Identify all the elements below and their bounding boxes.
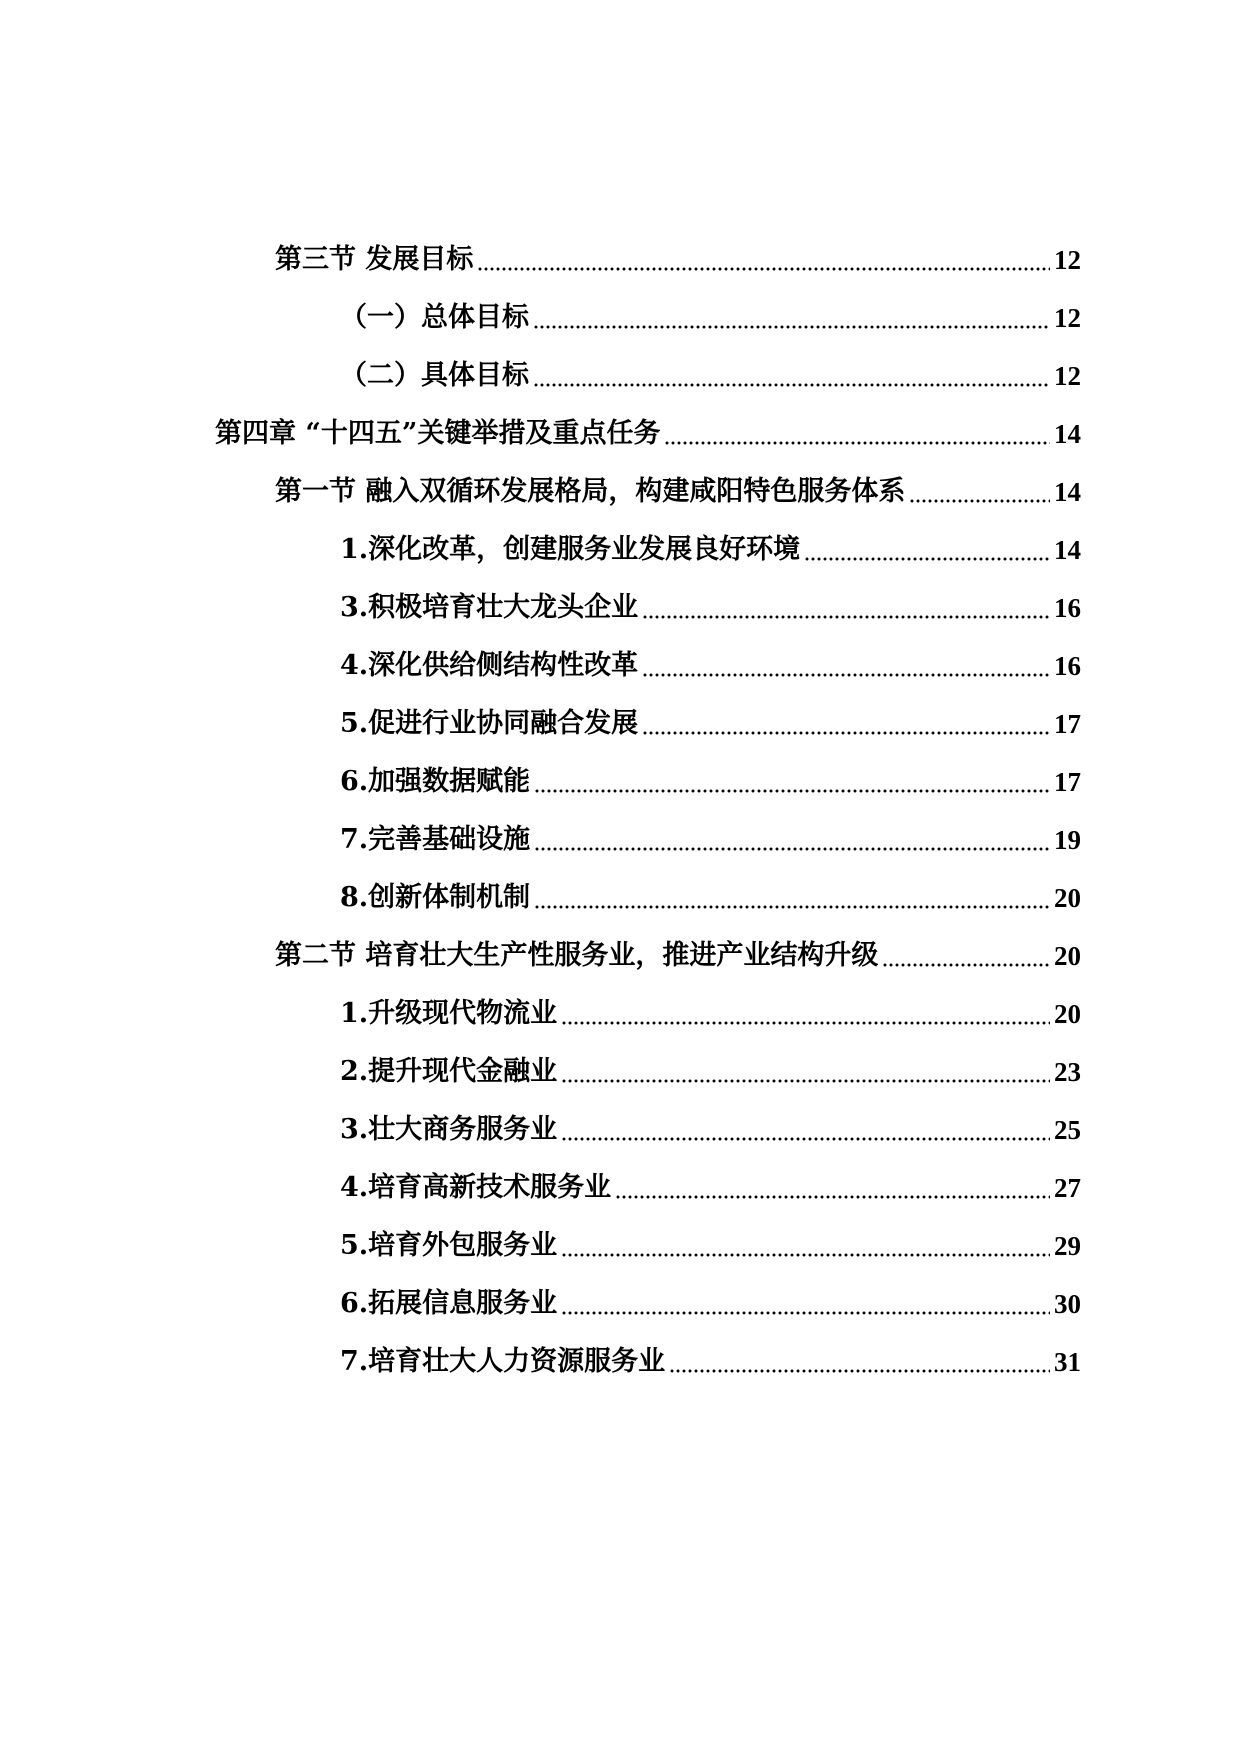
toc-entry[interactable] [340, 1168, 1081, 1208]
toc-entry-page: 20 [1054, 883, 1081, 913]
toc-entry-page: 23 [1054, 1057, 1081, 1087]
toc-entry[interactable] [340, 298, 1081, 338]
toc-entry-title: 6.加强数据赋能 [340, 766, 531, 797]
toc-entry[interactable] [340, 1052, 1081, 1092]
toc-entry-title: 3.壮大商务服务业 [340, 1114, 558, 1145]
toc-entry[interactable] [275, 240, 1081, 280]
toc-entry-page: 25 [1054, 1115, 1081, 1145]
toc-entry-title: 4.培育高新技术服务业 [340, 1172, 612, 1203]
toc-entry[interactable] [340, 704, 1081, 744]
toc-entry[interactable] [275, 936, 1081, 976]
toc-dot-leader [477, 240, 1050, 280]
toc-dot-leader [534, 762, 1050, 802]
toc-dot-leader [561, 1052, 1050, 1092]
toc-dot-leader [909, 472, 1050, 512]
toc-entry-page: 20 [1054, 941, 1081, 971]
toc-entry[interactable] [340, 356, 1081, 396]
toc-dot-leader [534, 820, 1050, 860]
toc-entry-page: 27 [1054, 1173, 1081, 1203]
toc-entry-title: 7.培育壮大人力资源服务业 [340, 1346, 666, 1377]
toc-entry-page: 29 [1054, 1231, 1081, 1261]
toc-entry-page: 12 [1054, 361, 1081, 391]
toc-entry-page: 12 [1054, 303, 1081, 333]
toc-entry-page: 12 [1054, 245, 1081, 275]
toc-entry[interactable] [340, 588, 1081, 628]
toc-dot-leader [669, 1342, 1050, 1382]
toc-entry[interactable] [340, 1110, 1081, 1150]
toc-entry-title: 1.深化改革，创建服务业发展良好环境 [340, 534, 801, 565]
toc-entry-title: 7.完善基础设施 [340, 824, 531, 855]
toc-dot-leader [882, 936, 1050, 976]
toc-entry-page: 14 [1054, 419, 1081, 449]
toc-dot-leader [642, 646, 1050, 686]
toc-entry-title: 5.促进行业协同融合发展 [340, 708, 639, 739]
toc-dot-leader [642, 588, 1050, 628]
toc-entry[interactable] [340, 878, 1081, 918]
toc-entry-title: 第二节 培育壮大生产性服务业，推进产业结构升级 [275, 940, 879, 971]
toc-entry[interactable] [340, 762, 1081, 802]
toc-entry-page: 31 [1054, 1347, 1081, 1377]
toc-dot-leader [804, 530, 1050, 570]
toc-dot-leader [534, 878, 1050, 918]
toc-entry-title: （二）具体目标 [340, 360, 529, 391]
toc-dot-leader [642, 704, 1050, 744]
toc-entry-title: 第三节 发展目标 [275, 244, 474, 275]
toc-entry-title: 2.提升现代金融业 [340, 1056, 558, 1087]
toc-entry[interactable] [340, 1342, 1081, 1382]
toc-dot-leader [561, 994, 1050, 1034]
toc-entry-title: 1.升级现代物流业 [340, 998, 558, 1029]
toc-dot-leader [561, 1284, 1050, 1324]
toc-entry-page: 16 [1054, 593, 1081, 623]
toc-dot-leader [533, 356, 1050, 396]
toc-entry-title: 第四章 “十四五”关键举措及重点任务 [215, 418, 661, 449]
toc-entry[interactable] [340, 1226, 1081, 1266]
toc-entry-page: 17 [1054, 767, 1081, 797]
toc-entry[interactable] [340, 820, 1081, 860]
toc-dot-leader [561, 1226, 1050, 1266]
toc-entry[interactable] [215, 414, 1081, 454]
toc-dot-leader [561, 1110, 1050, 1150]
toc-entry-title: 5.培育外包服务业 [340, 1230, 558, 1261]
toc-entry-page: 20 [1054, 999, 1081, 1029]
toc-dot-leader [615, 1168, 1050, 1208]
toc-dot-leader [664, 414, 1050, 454]
toc-entry-page: 30 [1054, 1289, 1081, 1319]
toc-entry-page: 14 [1054, 477, 1081, 507]
toc-entry-page: 19 [1054, 825, 1081, 855]
toc-entry-page: 14 [1054, 535, 1081, 565]
toc-dot-leader [533, 298, 1050, 338]
toc-entry[interactable] [340, 530, 1081, 570]
toc-entry-title: 3.积极培育壮大龙头企业 [340, 592, 639, 623]
toc-entry-title: 4.深化供给侧结构性改革 [340, 650, 639, 681]
toc-entry-title: 6.拓展信息服务业 [340, 1288, 558, 1319]
toc-entry-title: 8.创新体制机制 [340, 882, 531, 913]
toc-entry[interactable] [275, 472, 1081, 512]
toc-entry-page: 16 [1054, 651, 1081, 681]
toc-entry-title: 第一节 融入双循环发展格局，构建咸阳特色服务体系 [275, 476, 906, 507]
toc-entry[interactable] [340, 994, 1081, 1034]
toc-entry-page: 17 [1054, 709, 1081, 739]
toc-entry-title: （一）总体目标 [340, 302, 529, 333]
toc-entry[interactable] [340, 1284, 1081, 1324]
toc-entry[interactable] [340, 646, 1081, 686]
